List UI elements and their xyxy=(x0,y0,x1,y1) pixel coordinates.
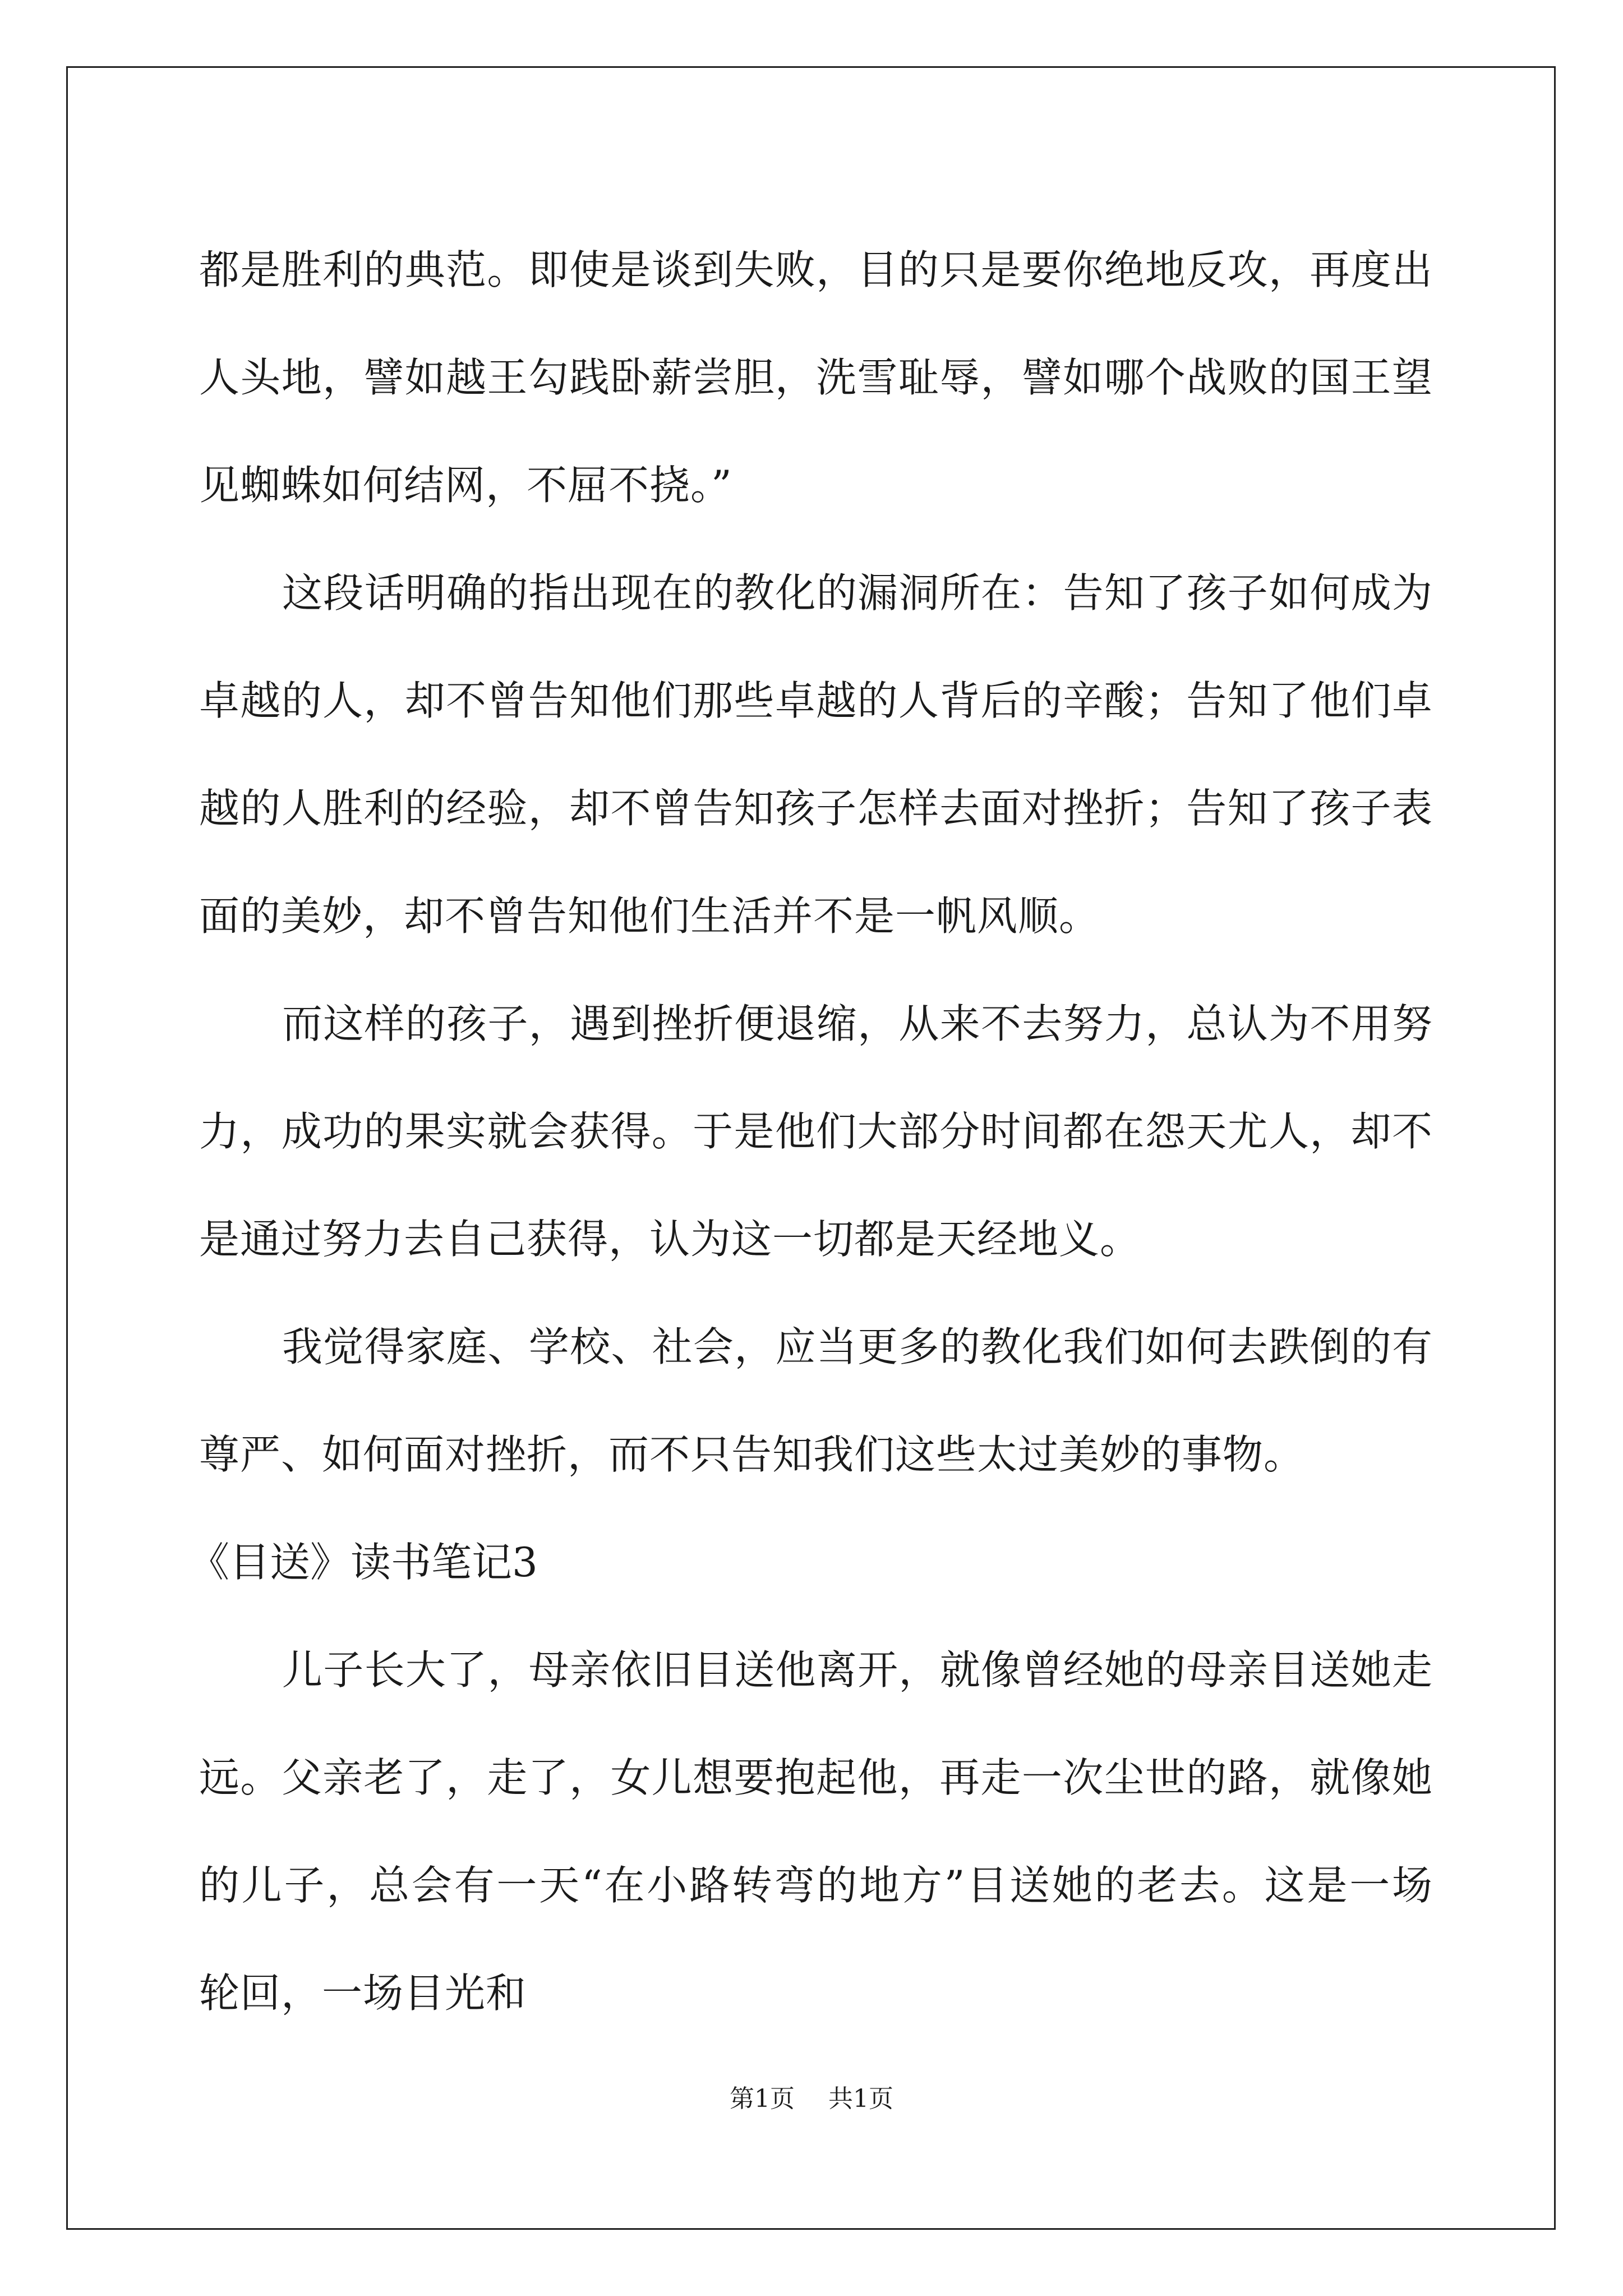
text-line: 面的美妙，却不曾告知他们生活并不是一帆风顺。 xyxy=(199,892,1100,940)
text-line: 远。父亲老了，走了，女儿想要抱起他，再走一次尘世的路，就像她 xyxy=(199,1754,1433,1801)
section-heading: 《目送》读书笔记3 xyxy=(189,1539,538,1586)
text-line: 力，成功的果实就会获得。于是他们大部分时间都在怨天尤人，却不 xyxy=(199,1108,1433,1155)
text-line: 越的人胜利的经验，却不曾告知孩子怎样去面对挫折；告知了孩子表 xyxy=(199,785,1433,832)
page-total: 共1页 xyxy=(828,2085,893,2113)
text-line: 人头地，譬如越王勾践卧薪尝胆，洗雪耻辱，譬如哪个战败的国王望 xyxy=(199,354,1433,401)
document-body xyxy=(189,216,1433,2047)
page-number: 第1页 xyxy=(730,2085,795,2113)
text-line: 的儿子，总会有一天“在小路转弯的地方”目送她的老去。这是一场 xyxy=(199,1862,1433,1909)
text-line: 尊严、如何面对挫折，而不只告知我们这些太过美妙的事物。 xyxy=(199,1431,1305,1478)
paragraph xyxy=(199,1616,1433,2047)
paragraph xyxy=(199,1293,1433,1508)
page-footer xyxy=(0,2082,1623,2116)
text-line: 是通过努力去自己获得，认为这一切都是天经地义。 xyxy=(199,1216,1141,1263)
text-line: 这段话明确的指出现在的教化的漏洞所在：告知了孩子如何成为 xyxy=(282,569,1433,616)
paragraph xyxy=(199,216,1433,539)
text-line: 而这样的孩子，遇到挫折便退缩，从来不去努力，总认为不用努 xyxy=(282,1000,1433,1047)
text-line: 见蜘蛛如何结网，不屈不挠。” xyxy=(199,462,732,509)
paragraph xyxy=(199,539,1433,970)
paragraph xyxy=(199,970,1433,1293)
text-line: 儿子长大了，母亲依旧目送他离开，就像曾经她的母亲目送她走 xyxy=(282,1646,1433,1694)
text-line: 我觉得家庭、学校、社会，应当更多的教化我们如何去跌倒的有 xyxy=(282,1323,1433,1370)
text-line: 卓越的人，却不曾告知他们那些卓越的人背后的辛酸；告知了他们卓 xyxy=(199,677,1433,724)
text-line: 都是胜利的典范。即使是谈到失败，目的只是要你绝地反攻，再度出 xyxy=(199,246,1433,293)
text-line: 轮回，一场目光和 xyxy=(199,1970,527,2017)
